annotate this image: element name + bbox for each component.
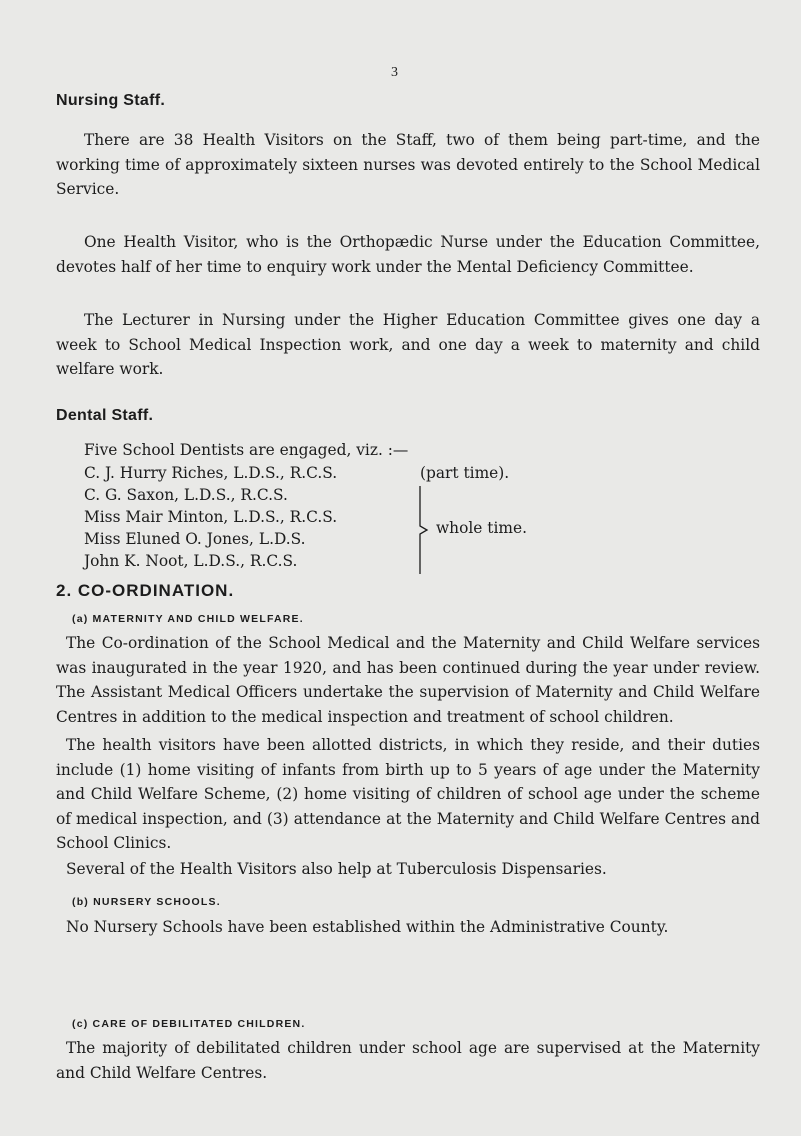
dentist-1: C. J. Hurry Riches, L.D.S., R.C.S. xyxy=(84,464,338,482)
coordination-a-paragraph-2-text: The health visitors have been allotted districts, in which they reside, and their duties include (1) home visiting of infants from birth up to 5 years of age under the Maternity and Child Welfare Scheme, (2) home visiting of children of school age under the scheme of medical inspection, and (3) attendance at the Maternity and Child Welfare Centres and School Clinics. xyxy=(56,736,760,852)
whole-time-bracket xyxy=(418,484,434,576)
whole-time-note: whole time. xyxy=(436,519,527,537)
nursing-paragraph-3 xyxy=(56,308,760,382)
coordination-a-paragraph-1 xyxy=(56,631,760,729)
nursing-paragraph-3-text: The Lecturer in Nursing under the Higher Education Committee gives one day a week to School Medical Inspection work, and one day a week to maternity and child welfare work. xyxy=(56,311,760,378)
nursing-paragraph-2-text: One Health Visitor, who is the Orthopædic Nurse under the Education Committee, devotes half of her time to enquiry work under the Mental Deficiency Committee. xyxy=(56,233,760,276)
dentist-2: C. G. Saxon, L.D.S., R.C.S. xyxy=(84,486,288,504)
part-time-note: (part time). xyxy=(420,464,510,482)
page-number: 3 xyxy=(391,65,398,80)
nursing-paragraph-1-text: There are 38 Health Visitors on the Staff, two of them being part-time, and the working time of approximately sixteen nurses was devoted entirely to the School Medical Service. xyxy=(56,131,760,198)
coordination-b-paragraph xyxy=(56,915,760,940)
coordination-a-paragraph-2 xyxy=(56,733,760,856)
dental-intro: Five School Dentists are engaged, viz. :— xyxy=(84,441,409,459)
dentist-4: Miss Eluned O. Jones, L.D.S. xyxy=(84,530,306,548)
coordination-b-paragraph-text: No Nursery Schools have been established within the Administrative County. xyxy=(66,918,669,936)
maternity-child-welfare-subheading: (a) MATERNITY AND CHILD WELFARE. xyxy=(72,613,304,625)
nursing-staff-heading: Nursing Staff. xyxy=(56,92,166,109)
debilitated-children-subheading: (c) CARE OF DEBILITATED CHILDREN. xyxy=(72,1018,306,1030)
dentist-3: Miss Mair Minton, L.D.S., R.C.S. xyxy=(84,508,338,526)
coordination-heading: 2. CO-ORDINATION. xyxy=(56,581,235,600)
coordination-a-paragraph-1-text: The Co-ordination of the School Medical and the Maternity and Child Welfare services was inaugurated in the year 1920, and has been continued during the year under review. The Assistant Medical Officers undertake the supervision of Maternity and Child Welfare Centres in addition to the medical inspection and treatment of school children. xyxy=(56,634,760,726)
dental-staff-heading: Dental Staff. xyxy=(56,407,154,424)
nursing-paragraph-2 xyxy=(56,230,760,279)
coordination-a-paragraph-3-text: Several of the Health Visitors also help at Tuberculosis Dispensaries. xyxy=(66,860,607,878)
nursing-paragraph-1 xyxy=(56,128,760,202)
nursery-schools-subheading: (b) NURSERY SCHOOLS. xyxy=(72,896,221,908)
dentist-5: John K. Noot, L.D.S., R.C.S. xyxy=(84,552,298,570)
coordination-a-paragraph-3 xyxy=(56,857,760,882)
coordination-c-paragraph xyxy=(56,1036,760,1085)
coordination-c-paragraph-text: The majority of debilitated children under school age are supervised at the Maternity and Child Welfare Centres. xyxy=(56,1039,760,1082)
